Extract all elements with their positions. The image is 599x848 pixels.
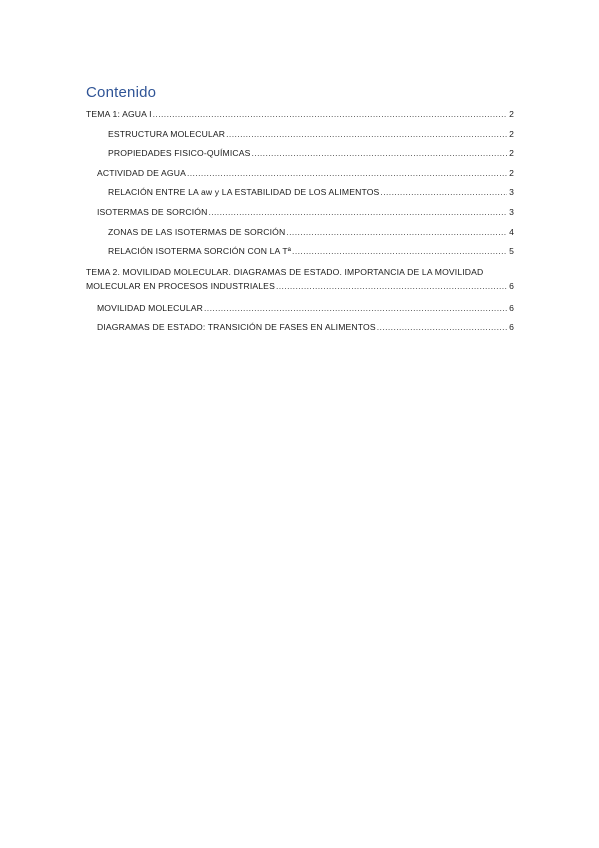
toc-leader-dots [204,299,507,319]
toc-leader-dots [208,203,507,223]
toc-entry-title: RELACIÓN ENTRE LA aw y LA ESTABILIDAD DE LOS ALIMENTOS [108,187,380,198]
toc-page-number: 5 [509,246,514,257]
toc-page-number: 2 [509,109,514,119]
toc-entry-title: ACTIVIDAD DE AGUA [97,167,186,178]
toc-page-number: 6 [509,280,514,291]
toc-leader-dots [187,164,507,184]
toc-page-number: 2 [509,148,514,159]
toc-leader-dots [292,242,507,262]
toc-entry-title: RELACIÓN ISOTERMA SORCIÓN CON LA Tª [108,246,292,257]
toc-leader-dots [377,318,507,338]
toc-entry-relacion-isoterma[interactable] [86,242,514,262]
toc-entry-movilidad-molecular[interactable] [86,299,514,319]
toc-entry-zonas-isotermas[interactable] [86,223,514,243]
toc-page-number: 2 [509,128,514,139]
toc-page-number: 4 [509,226,514,237]
toc-entry-title: DIAGRAMAS DE ESTADO: TRANSICIÓN DE FASES EN ALIMENTOS [97,322,376,333]
toc-entry-title: PROPIEDADES FISICO-QUÍMICAS [108,148,251,159]
toc-entry-title: ESTRUCTURA MOLECULAR [108,128,226,139]
toc-entry-tema-2[interactable] [86,262,514,293]
table-of-contents [86,105,514,338]
toc-page-number: 3 [509,187,514,198]
toc-page-number: 3 [509,206,514,217]
toc-leader-dots [226,125,507,145]
toc-leader-dots [380,183,507,203]
toc-entry-propiedades[interactable] [86,144,514,164]
toc-entry-title: MOVILIDAD MOLECULAR [97,302,203,313]
toc-leader-dots [153,105,507,125]
toc-entry-estructura-molecular[interactable] [86,125,514,145]
toc-entry-isotermas[interactable] [86,203,514,223]
toc-entry-diagramas-estado[interactable] [86,318,514,338]
toc-entry-title: TEMA 1: AGUA I [86,109,152,119]
toc-leader-dots [286,223,507,243]
toc-entry-title-line2: MOLECULAR EN PROCESOS INDUSTRIALES [86,280,275,291]
toc-entry-title: ZONAS DE LAS ISOTERMAS DE SORCIÓN [108,226,286,237]
toc-heading: Contenido [86,84,157,101]
toc-page-number: 2 [509,167,514,178]
toc-entry-title: TEMA 2. MOVILIDAD MOLECULAR. DIAGRAMAS DE ESTADO. IMPORTANCIA DE LA MOVILIDAD [86,266,484,277]
toc-entry-title-continued [86,279,514,293]
toc-leader-dots [276,279,508,293]
toc-entry-actividad-agua[interactable] [86,164,514,184]
toc-entry-title: ISOTERMAS DE SORCIÓN [97,206,208,217]
toc-entry-relacion-aw[interactable] [86,183,514,203]
toc-page-number: 6 [509,322,514,333]
toc-entry-tema-1[interactable] [86,105,514,125]
toc-page-number: 6 [509,302,514,313]
toc-leader-dots [252,144,508,164]
